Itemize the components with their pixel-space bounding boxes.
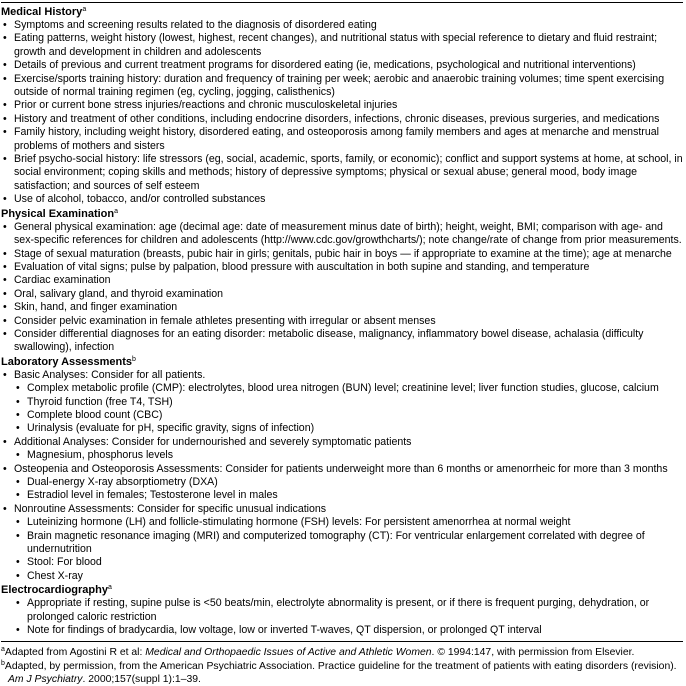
list-item: • Stage of sexual maturation (breasts, pubic hair in girls; genitals, pubic hair in boys — if appropriate to examine at the time); age at menarche [1,248,683,261]
footnote-a-citation: . © 1994:147, with permission from Elsevier. [431,647,635,659]
section-list [1,369,683,584]
list-item: • Osteopenia and Osteoporosis Assessments: Consider for patients underweight more than 6 months or amenorrheic for more than 3 months [1,463,683,476]
sub-list-item: • Appropriate if resting, supine pulse is <50 beats/min, electrolyte abnormality is present, or if there is frequent purging, dehydration, or prolonged caloric restriction [1,597,683,624]
section-list [1,597,683,637]
list-item: • Prior or current bone stress injuries/reactions and chronic musculoskeletal injuries [1,99,683,112]
list-item: • Eating patterns, weight history (lowest, highest, recent changes), and nutritional status with special reference to dietary and fluid restraint; growth and development in children and adolescents [1,32,683,59]
list-item: • Basic Analyses: Consider for all patients. [1,369,683,382]
sub-list-item: • Complete blood count (CBC) [1,409,683,422]
sub-list-item: • Luteinizing hormone (LH) and follicle-stimulating hormone (FSH) levels: For persistent amenorrhea at normal weight [1,516,683,529]
section-note-mark: a [114,207,119,215]
list-item: • Details of previous and current treatment programs for disordered eating (ie, medications, psychological and nutritional interventions) [1,59,683,72]
sub-list-item: • Magnesium, phosphorus levels [1,449,683,462]
list-item: • Brief psycho-social history: life stressors (eg, social, academic, sports, family, or economic); conflict and support systems at home, at school, in social environment; coping skills and methods; history of depressive symptoms; physical or sexual abuse; general mood, body image satisfaction; and sources of self esteem [1,153,683,193]
section-note-mark: b [132,355,136,363]
list-item: • Nonroutine Assessments: Consider for specific unusual indications [1,503,683,516]
list-item: • General physical examination: age (decimal age: date of measurement minus date of birth); height, weight, BMI; comparison with age- and sex-specific references for children and adolescents (http://www.cdc.gov/growthcharts/); note change/rate of change from prior measurements. [1,221,683,248]
list-item: • Consider differential diagnoses for an eating disorder: metabolic disease, malignancy, inflammatory bowel disease, achalasia (difficulty swallowing), infection [1,328,683,355]
footnote-b-mark: b [1,659,5,667]
list-item: • Symptoms and screening results related to the diagnosis of disordered eating [1,19,683,32]
footnote-a-book-title: Medical and Orthopaedic Issues of Active and Athletic Women [145,647,432,659]
section-list [1,19,683,207]
list-item: • Oral, salivary gland, and thyroid examination [1,288,683,301]
footnotes [1,646,683,686]
section-heading [1,355,683,369]
footnote-a [1,646,683,659]
sub-list-item: • Dual-energy X-ray absorptiometry (DXA) [1,476,683,489]
footnote-b-text: Adapted, by permission, from the American Psychiatric Association. Practice guideline for the treatment of patients with eating disorders (revision). [4,660,677,672]
sub-list-item: • Brain magnetic resonance imaging (MRI) and computerized tomography (CT): For ventricular enlargement correlated with degree of undernutrition [1,530,683,557]
list-item: • Additional Analyses: Consider for undernourished and severely symptomatic patients [1,436,683,449]
list-item: • Skin, hand, and finger examination [1,301,683,314]
list-item: • Consider pelvic examination in female athletes presenting with irregular or absent menses [1,315,683,328]
list-item: • Use of alcohol, tobacco, and/or controlled substances [1,193,683,206]
sub-list-item: • Note for findings of bradycardia, low voltage, low or inverted T-waves, QT dispersion, or prolonged QT interval [1,624,683,637]
footnote-b [1,660,683,686]
section-heading [1,583,683,597]
section-title: Medical History [1,6,83,18]
sub-list-item: • Estradiol level in females; Testosterone level in males [1,489,683,502]
footnote-b-journal: Am J Psychiatry [8,673,83,685]
section-heading [1,207,683,221]
footnote-a-text: Adapted from Agostini R et al: [4,647,146,659]
sub-list-item: • Complex metabolic profile (CMP): electrolytes, blood urea nitrogen (BUN) level; creatinine level; liver function studies, glucose, calcium [1,382,683,395]
top-rule [1,2,683,3]
footnote-a-mark: a [1,646,5,654]
section-note-mark: a [82,6,87,13]
sub-list-item: • Chest X-ray [1,570,683,583]
section-title: Electrocardiography [1,584,108,597]
list-item: • History and treatment of other conditions, including endocrine disorders, infections, chronic diseases, previous surgeries, and medications [1,113,683,126]
assessment-sections [1,5,683,637]
section-title: Laboratory Assessments [1,355,133,368]
list-item: • Cardiac examination [1,274,683,287]
sub-list-item: • Urinalysis (evaluate for pH, specific gravity, signs of infection) [1,422,683,435]
sub-list-item: • Stool: For blood [1,556,683,569]
section-heading [1,5,683,19]
footnote-b-citation: . 2000;157(suppl 1):1–39. [82,673,201,685]
list-item: • Family history, including weight history, disordered eating, and osteoporosis among family members and ages at menarche and menstrual problems of mothers and sisters [1,126,683,153]
section-title: Physical Examination [1,207,115,220]
list-item: • Exercise/sports training history: duration and frequency of training per week; aerobic and anaerobic training volumes; time spent exercising outside of normal training regimen (eg, cycling, jogging, calisthenics) [1,73,683,100]
list-item: • Evaluation of vital signs; pulse by palpation, blood pressure with auscultation in both supine and standing, and temperature [1,261,683,274]
section-note-mark: a [107,584,112,592]
section-list [1,221,683,355]
sub-list-item: • Thyroid function (free T4, TSH) [1,396,683,409]
footnote-rule [1,641,683,642]
